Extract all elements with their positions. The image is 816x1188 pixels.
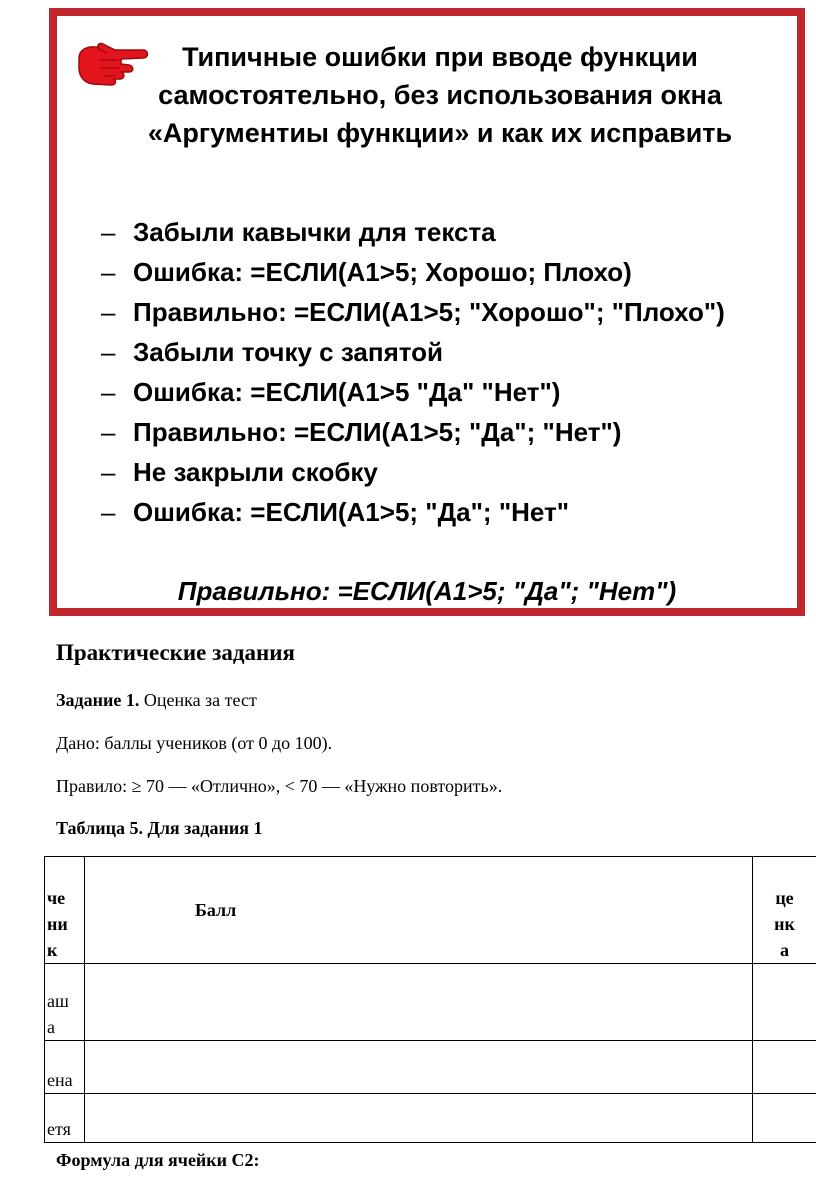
header-text: че ни к bbox=[47, 888, 68, 960]
list-item-text: Правильно: =ЕСЛИ(A1>5; "Да"; "Нет") bbox=[133, 417, 622, 447]
list-item-text: Ошибка: =ЕСЛИ(A1>5; Хорошо; Плохо) bbox=[133, 257, 632, 287]
bullet-marker: – bbox=[101, 497, 116, 527]
table-cell[interactable] bbox=[45, 1094, 85, 1143]
tips-banner-content bbox=[57, 16, 797, 608]
banner-title-line: Типичные ошибки при вводе функции bbox=[182, 42, 698, 72]
list-item bbox=[101, 372, 725, 412]
bullet-marker: – bbox=[101, 417, 116, 447]
table-row bbox=[45, 1041, 816, 1094]
task-line bbox=[56, 690, 257, 711]
table-cell[interactable] bbox=[753, 964, 816, 1041]
table-cell[interactable] bbox=[85, 964, 753, 1041]
list-item bbox=[101, 412, 725, 452]
cell-text: етя bbox=[47, 1119, 71, 1139]
table-cell[interactable] bbox=[85, 1041, 753, 1094]
scores-table bbox=[44, 856, 816, 1143]
table-row bbox=[45, 964, 816, 1041]
list-item bbox=[101, 252, 725, 292]
list-item bbox=[101, 492, 725, 532]
table-cell[interactable] bbox=[45, 1041, 85, 1094]
rule-text: Правило: ≥ 70 — «Отлично», < 70 — «Нужно повторить». bbox=[56, 776, 503, 796]
list-item bbox=[101, 212, 725, 252]
section-heading: Практические задания bbox=[56, 640, 295, 665]
table-cell[interactable] bbox=[753, 1094, 816, 1143]
table-cell[interactable] bbox=[45, 964, 85, 1041]
header-cell-grade bbox=[753, 857, 816, 964]
error-list bbox=[101, 212, 725, 532]
given-text: Дано: баллы учеников (от 0 до 100). bbox=[56, 733, 333, 753]
bullet-marker: – bbox=[101, 337, 116, 367]
bullet-marker: – bbox=[101, 217, 116, 247]
bullet-marker: – bbox=[101, 457, 116, 487]
list-item-text: Забыли кавычки для текста bbox=[133, 217, 496, 247]
header-cell-student bbox=[45, 857, 85, 964]
table-header-row bbox=[45, 857, 816, 964]
task-text: Оценка за тест bbox=[139, 690, 257, 710]
correct-formula: Правильно: =ЕСЛИ(A1>5; "Да"; "Нет") bbox=[177, 576, 677, 606]
list-item bbox=[101, 292, 725, 332]
tips-banner bbox=[49, 8, 805, 616]
list-item-text: Ошибка: =ЕСЛИ(A1>5; "Да"; "Нет" bbox=[133, 497, 570, 527]
task-label: Задание 1. bbox=[56, 690, 140, 710]
bullet-marker: – bbox=[101, 257, 116, 287]
bullet-marker: – bbox=[101, 297, 116, 327]
list-item-text: Забыли точку с запятой bbox=[133, 337, 444, 367]
list-item-text: Правильно: =ЕСЛИ(A1>5; "Хорошо"; "Плохо") bbox=[133, 297, 725, 327]
header-cell-score bbox=[85, 857, 753, 964]
list-item-text: Ошибка: =ЕСЛИ(A1>5 "Да" "Нет") bbox=[133, 377, 561, 407]
header-text: Балл bbox=[195, 900, 237, 920]
table-caption: Таблица 5. Для задания 1 bbox=[56, 818, 263, 838]
formula-prompt: Формула для ячейки C2: bbox=[56, 1150, 260, 1170]
list-item bbox=[101, 332, 725, 372]
cell-text: ена bbox=[47, 1070, 73, 1090]
table-row bbox=[45, 1094, 816, 1143]
header-text: це нк а bbox=[774, 888, 795, 960]
table-cell[interactable] bbox=[753, 1041, 816, 1094]
cell-text: аш а bbox=[47, 991, 69, 1037]
banner-title bbox=[97, 38, 783, 152]
list-item bbox=[101, 452, 725, 492]
banner-title-line: самостоятельно, без использования окна bbox=[158, 80, 722, 110]
table-cell[interactable] bbox=[85, 1094, 753, 1143]
list-item-text: Не закрыли скобку bbox=[133, 457, 378, 487]
bullet-marker: – bbox=[101, 377, 116, 407]
banner-title-line: «Аргументиы функции» и как их исправить bbox=[147, 118, 733, 148]
